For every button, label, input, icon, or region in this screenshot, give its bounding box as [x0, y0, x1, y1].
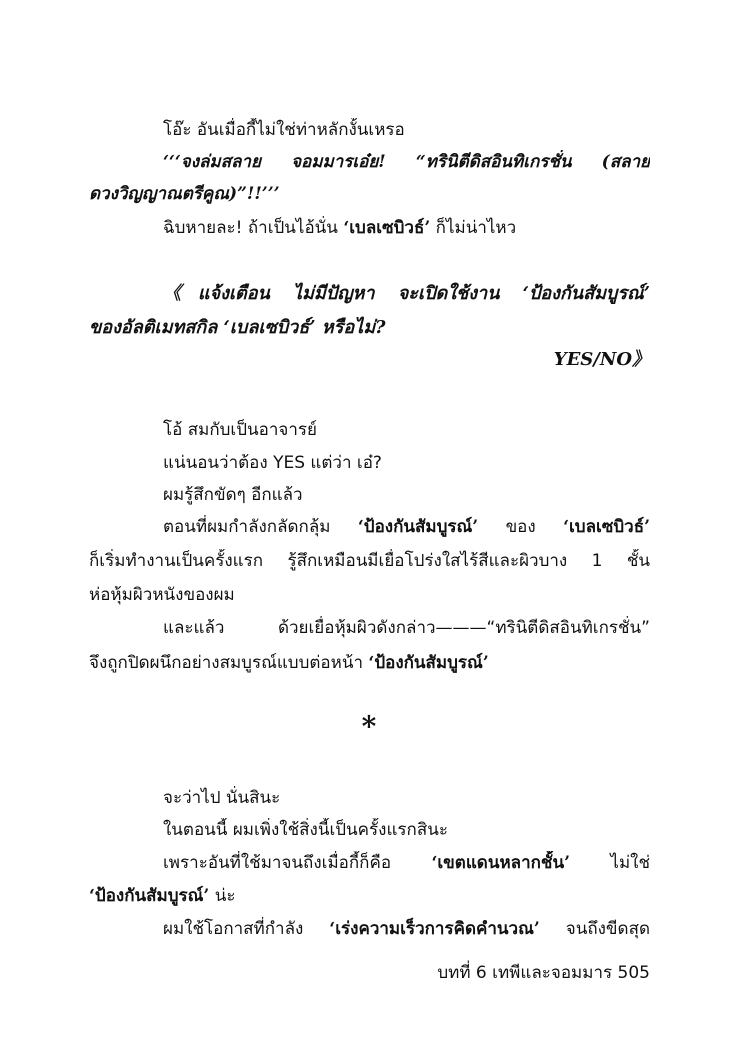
skill-name: ‘ป้องกันสัมบูรณ์’	[357, 517, 479, 537]
paragraph-line: โอ้ สมกับเป็นอาจารย์	[163, 420, 317, 440]
paragraph-line: ‘ป้องกันสัมบูรณ์’ น่ะ	[89, 886, 236, 906]
paragraph-line: ในตอนนี้ ผมเพิ่งใช้สิ่งนี้เป็นครั้งแรกสินะ	[163, 820, 448, 840]
system-notice-choice: YES/NO》	[553, 349, 650, 370]
paragraph-line: แน่นอนว่าต้อง YES แต่ว่า เอ๋?	[163, 453, 382, 473]
paragraph-line: จะว่าไป นั่นสินะ	[163, 788, 281, 808]
paragraph-line: ผมใช้โอกาสที่กำลัง ‘เร่งความเร็วการคิดคำนวณ’ จนถึงขีดสุด	[163, 919, 650, 939]
skill-name: ‘เขตแดนหลากชั้น’	[431, 853, 570, 873]
system-notice-line: 《แจ้งเตือน ไม่มีปัญหา จะเปิดใช้งาน ‘ป้องกันสัมบูรณ์’	[163, 283, 650, 304]
paragraph-line: โอ๊ะ อันเมื่อกี้ไม่ใช่ท่าหลักงั้นเหรอ	[163, 120, 405, 140]
spell-chant-line: ดวงวิญญาณตรีคูณ)”!!’’’	[89, 184, 280, 204]
paragraph-line: ก็เริ่มทำงานเป็นครั้งแรก รู้สึกเหมือนมีเยื่อโปร่งใสไร้สีและผิวบาง 1 ชั้น	[89, 551, 650, 571]
skill-name: ‘เบลเซบิวธ์’	[343, 218, 431, 238]
skill-name: ‘เบลเซบิวธ์’	[563, 517, 650, 537]
chapter-page-number: บทที่ 6 เทพีและจอมมาร 505	[437, 963, 650, 983]
scene-break-asterisk: *	[361, 710, 377, 743]
paragraph-line: เพราะอันที่ใช้มาจนถึงเมื่อกี้ก็คือ ‘เขตแดนหลากชั้น’ ไม่ใช่	[163, 853, 650, 873]
system-notice-line: ของอัลติเมทสกิล ‘เบลเซบิวธ์’ หรือไม่?	[89, 317, 386, 338]
paragraph-line: ห่อหุ้มผิวหนังของผม	[89, 585, 235, 605]
paragraph-line: และแล้ว ด้วยเยื่อหุ้มผิวดังกล่าว———“ทรินิตีดิสอินทิเกรชั่น”	[163, 618, 650, 638]
paragraph-line: ตอนที่ผมกำลังกลัดกลุ้ม ‘ป้องกันสัมบูรณ์’ ของ ‘เบลเซบิวธ์’	[163, 517, 650, 537]
spell-chant-line: ‘‘‘จงล่มสลาย จอมมารเอ๋ย! “ทรินิตีดิสอินทิเกรชั่น (สลาย	[163, 152, 650, 172]
skill-name: ‘ป้องกันสัมบูรณ์’	[368, 653, 489, 673]
paragraph-line: ฉิบหายละ! ถ้าเป็นไอ้นั่น ‘เบลเซบิวธ์’ ก็ไม่น่าไหว	[163, 218, 517, 238]
page-footer	[89, 961, 650, 985]
paragraph-line: จึงถูกปิดผนึกอย่างสมบูรณ์แบบต่อหน้า ‘ป้องกันสัมบูรณ์’	[89, 653, 489, 673]
skill-name: ‘เร่งความเร็วการคิดคำนวณ’	[329, 919, 540, 939]
paragraph-line: ผมรู้สึกขัดๆ อีกแล้ว	[163, 485, 303, 505]
skill-name: ‘ป้องกันสัมบูรณ์’	[89, 886, 210, 906]
